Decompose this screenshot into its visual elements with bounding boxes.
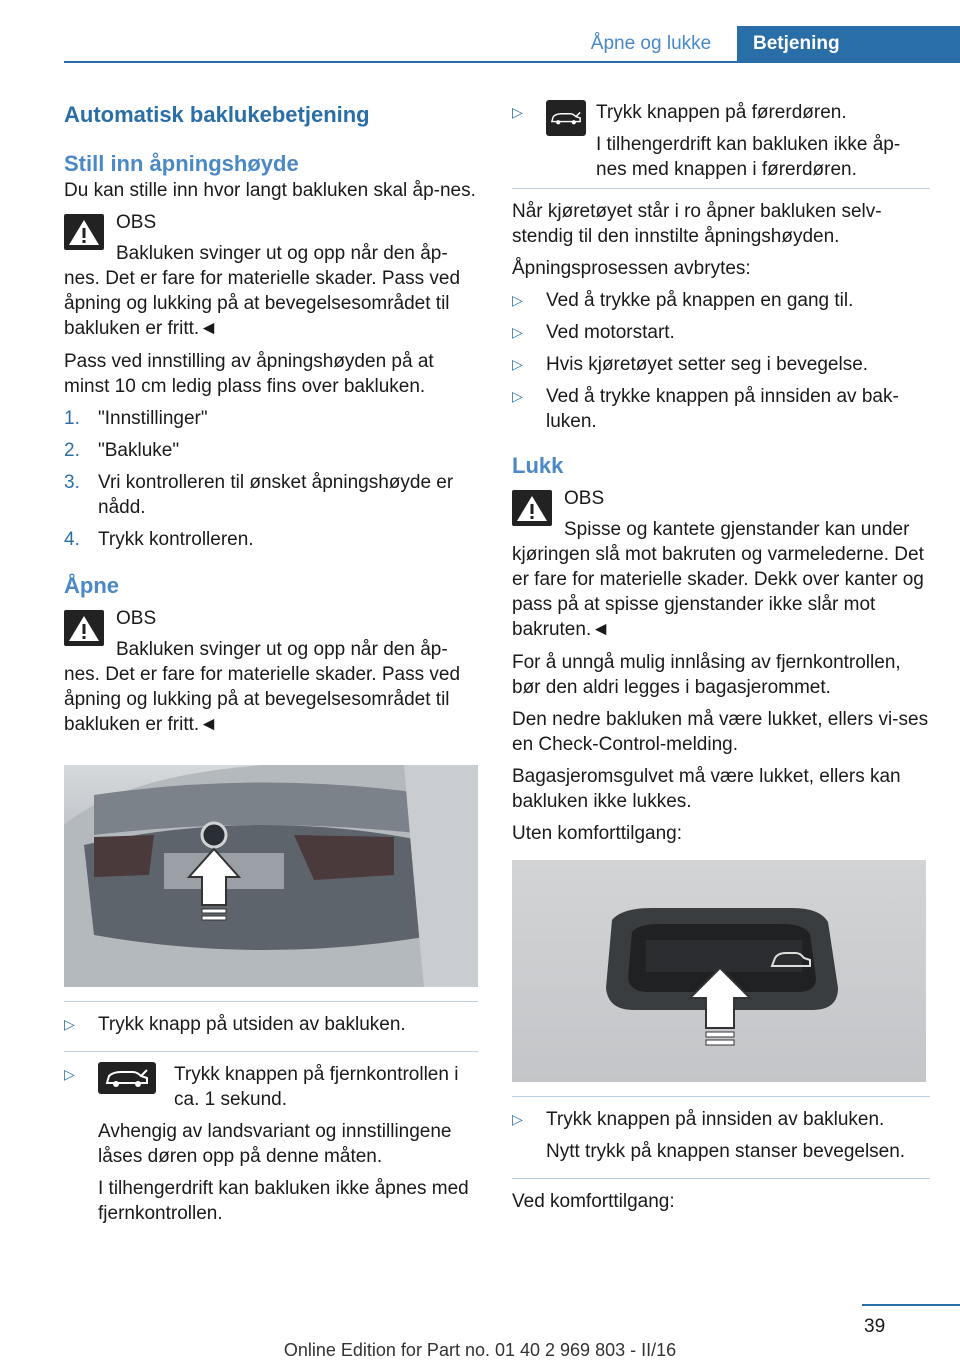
separator: [64, 1051, 478, 1052]
tailgate-photo: [64, 765, 478, 987]
driver-note: I tilhengerdrift kan bakluken ikke åp-nes med knappen i førerdøren.: [596, 134, 901, 180]
triangle-bullet-icon: ▷: [512, 292, 523, 308]
warning-title: OBS: [116, 608, 157, 629]
triangle-bullet-icon: ▷: [512, 324, 523, 340]
floor-paragraph: Bagasjeromsgulvet må være lukket, ellers kan bakluken ikke lukkes.: [512, 766, 901, 812]
triangle-bullet-icon: ▷: [512, 1111, 523, 1127]
warning-title: OBS: [564, 488, 605, 509]
space-paragraph: Pass ved innstilling av åpningshøyden på at minst 10 cm ledig plass fins over bakluken.: [64, 351, 434, 397]
header-rule: [64, 61, 960, 63]
footer-rule: [862, 1304, 960, 1306]
triangle-bullet-icon: ▷: [512, 388, 523, 404]
without-paragraph: Uten komforttilgang:: [512, 823, 683, 844]
triangle-bullet-icon: ▷: [512, 104, 523, 120]
warning-text: Spisse og kantete gjenstander kan under kjøringen slå mot bakruten og varmelederne. Det er fare for materielle skader. Dekk over kanter og pass på at spisse gjenstander ikke slår mot bakruten.◄: [512, 519, 924, 640]
remote-note: I tilhengerdrift kan bakluken ikke åpnes med fjernkontrollen.: [98, 1178, 469, 1224]
bullet-list: [512, 1107, 930, 1164]
triangle-bullet-icon: ▷: [64, 1066, 75, 1082]
edition-footer: Online Edition for Part no. 01 40 2 969 803 - II/16: [283, 1340, 677, 1360]
remote-note: Avhengig av landsvariant og innstillingene låses døren opp på denne måten.: [98, 1121, 452, 1167]
list-item: ▷ Trykk knappen på førerdøren. I tilhengerdrift kan bakluken ikke åp-nes med knappen i førerdøren.: [512, 100, 930, 182]
triangle-bullet-icon: ▷: [512, 356, 523, 372]
lower-paragraph: Den nedre bakluken må være lukket, ellers vi-ses en Check-Control-melding.: [512, 709, 929, 755]
warning-triangle-icon: [512, 490, 552, 526]
list-item: ▷ Trykk knappen på fjernkontrollen i ca. 1 sekund. Avhengig av landsvariant og innstillingene låses døren opp på denne måten. I tilhengerdrift kan bakluken ikke åpnes med fjernkontrollen.: [64, 1062, 478, 1226]
steps-list: [64, 406, 478, 552]
list-item: 4. Trykk kontrolleren.: [64, 529, 254, 550]
list-item: ▷ Hvis kjøretøyet setter seg i bevegelse.: [512, 354, 869, 375]
abort-list: [512, 288, 930, 434]
bullet-list: [64, 1012, 478, 1037]
list-item: 1. "Innstillinger": [64, 408, 208, 429]
page-number: 39: [864, 1316, 886, 1337]
subheading-setting: Still inn åpningshøyde: [64, 151, 299, 176]
warning-text: Bakluken svinger ut og opp når den åp-nes. Det er fare for materielle skader. Pass ved åpning og lukking på at bevegelsesområdet til bakluken er fritt.◄: [64, 639, 461, 735]
list-item: ▷ Ved å trykke knappen på innsiden av bak-luken.: [512, 386, 899, 432]
car-tailgate-icon: [546, 100, 586, 136]
list-item: 2. "Bakluke": [64, 440, 180, 461]
bullet-list: [64, 1062, 478, 1226]
abort-paragraph: Åpningsprosessen avbrytes:: [512, 258, 751, 279]
list-item: ▷ Ved å trykke på knappen en gang til.: [512, 290, 854, 311]
bullet-list: [512, 100, 930, 182]
header-section: Åpne og lukke: [590, 32, 712, 54]
warning-triangle-icon: [64, 214, 104, 250]
left-column: [64, 100, 478, 1234]
warning-triangle-icon: [64, 610, 104, 646]
warning-box: [512, 486, 930, 642]
inside-button-photo: [512, 860, 926, 1082]
warning-box: [64, 606, 478, 737]
section-title: Automatisk baklukebetjening: [64, 102, 370, 127]
auto-paragraph: Når kjøretøyet står i ro åpner bakluken selv-stendig til den innstilte åpningshøyden.: [512, 201, 882, 247]
warning-box: [64, 210, 478, 341]
separator: [512, 1178, 930, 1179]
list-item: ▷ Trykk knapp på utsiden av bakluken.: [64, 1014, 406, 1035]
intro-paragraph: Du kan stille inn hvor langt bakluken skal åp-nes.: [64, 180, 476, 201]
separator: [64, 1001, 478, 1002]
right-column: [512, 100, 930, 1221]
with-paragraph: Ved komforttilgang:: [512, 1191, 675, 1212]
list-item: 3. Vri kontrolleren til ønsket åpningshøyde er nådd.: [64, 472, 454, 518]
list-item: ▷ Trykk knappen på innsiden av bakluken. Nytt trykk på knappen stanser bevegelsen.: [512, 1107, 930, 1164]
subheading-open: Åpne: [64, 573, 119, 598]
warning-title: OBS: [116, 212, 157, 233]
separator: [512, 1096, 930, 1097]
header-chapter: Betjening: [737, 26, 960, 61]
lock-paragraph: For å unngå mulig innlåsing av fjernkontrollen, bør den aldri legges i bagasjerommet.: [512, 652, 901, 698]
list-item: ▷ Ved motorstart.: [512, 322, 675, 343]
separator: [512, 188, 930, 189]
warning-text: Bakluken svinger ut og opp når den åp-nes. Det er fare for materielle skader. Pass ved åpning og lukking på at bevegelsesområdet til bakluken er fritt.◄: [64, 243, 461, 339]
inside-note: Nytt trykk på knappen stanser bevegelsen.: [546, 1141, 906, 1162]
triangle-bullet-icon: ▷: [64, 1016, 75, 1032]
subheading-close: Lukk: [512, 453, 564, 478]
car-tailgate-icon: [98, 1062, 156, 1094]
